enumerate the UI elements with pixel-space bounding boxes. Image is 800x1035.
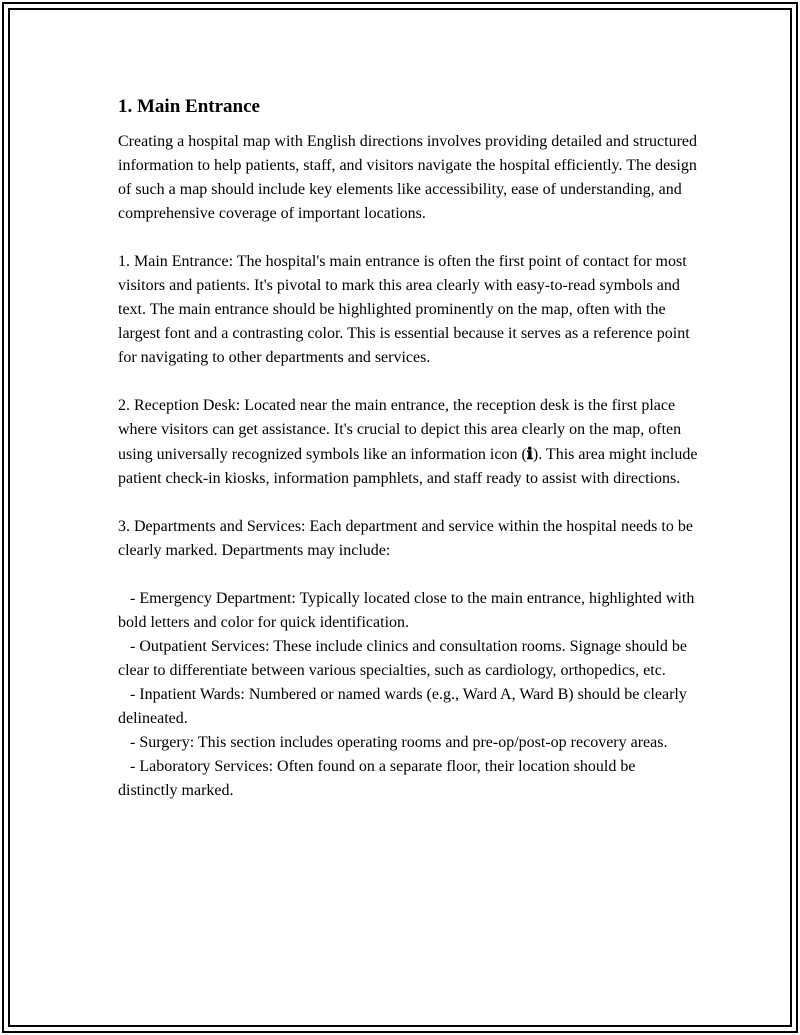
main-entrance-paragraph: 1. Main Entrance: The hospital's main entrance is often the first point of contact for most visitors and patients. It's pivotal to mark this area clearly with easy-to-read symbols and text. The main entrance should be highlighted prominently on the map, often with the largest font and a contrasting color. This is essential because it serves as a reference point for navigating to other departments and services. xyxy=(118,253,690,366)
list-item-surgery: - Surgery: This section includes operating rooms and pre-op/post-op recovery areas. xyxy=(130,734,668,751)
reception-text-after: ). This area might include patient check-in kiosks, information pamphlets, and staff ready to assist with directions. xyxy=(118,446,698,487)
departments-paragraph: 3. Departments and Services: Each department and service within the hospital needs to be clearly marked. Departments may include: xyxy=(118,518,693,559)
list-item-laboratory: - Laboratory Services: Often found on a separate floor, their location should be distinctly marked. xyxy=(118,758,636,799)
section-title: 1. Main Entrance xyxy=(118,96,260,117)
list-item-outpatient: - Outpatient Services: These include clinics and consultation rooms. Signage should be clear to differentiate between various specialties, such as cardiology, orthopedics, etc. xyxy=(118,638,687,679)
list-item-emergency: - Emergency Department: Typically located close to the main entrance, highlighted with bold letters and color for quick identification. xyxy=(118,590,695,631)
reception-desk-paragraph xyxy=(118,394,698,491)
list-item-inpatient: - Inpatient Wards: Numbered or named wards (e.g., Ward A, Ward B) should be clearly delineated. xyxy=(118,686,687,727)
information-icon: ℹ xyxy=(526,444,533,463)
reception-text-before: 2. Reception Desk: Located near the main entrance, the reception desk is the first place where visitors can get assistance. It's crucial to depict this area clearly on the map, often using universally recognized symbols like an information icon ( xyxy=(118,397,682,463)
intro-paragraph: Creating a hospital map with English directions involves providing detailed and structured information to help patients, staff, and visitors navigate the hospital efficiently. The design of such a map should include key elements like accessibility, ease of understanding, and comprehensive coverage of important locations. xyxy=(118,133,697,222)
document-body xyxy=(118,94,698,803)
departments-list xyxy=(118,587,698,803)
